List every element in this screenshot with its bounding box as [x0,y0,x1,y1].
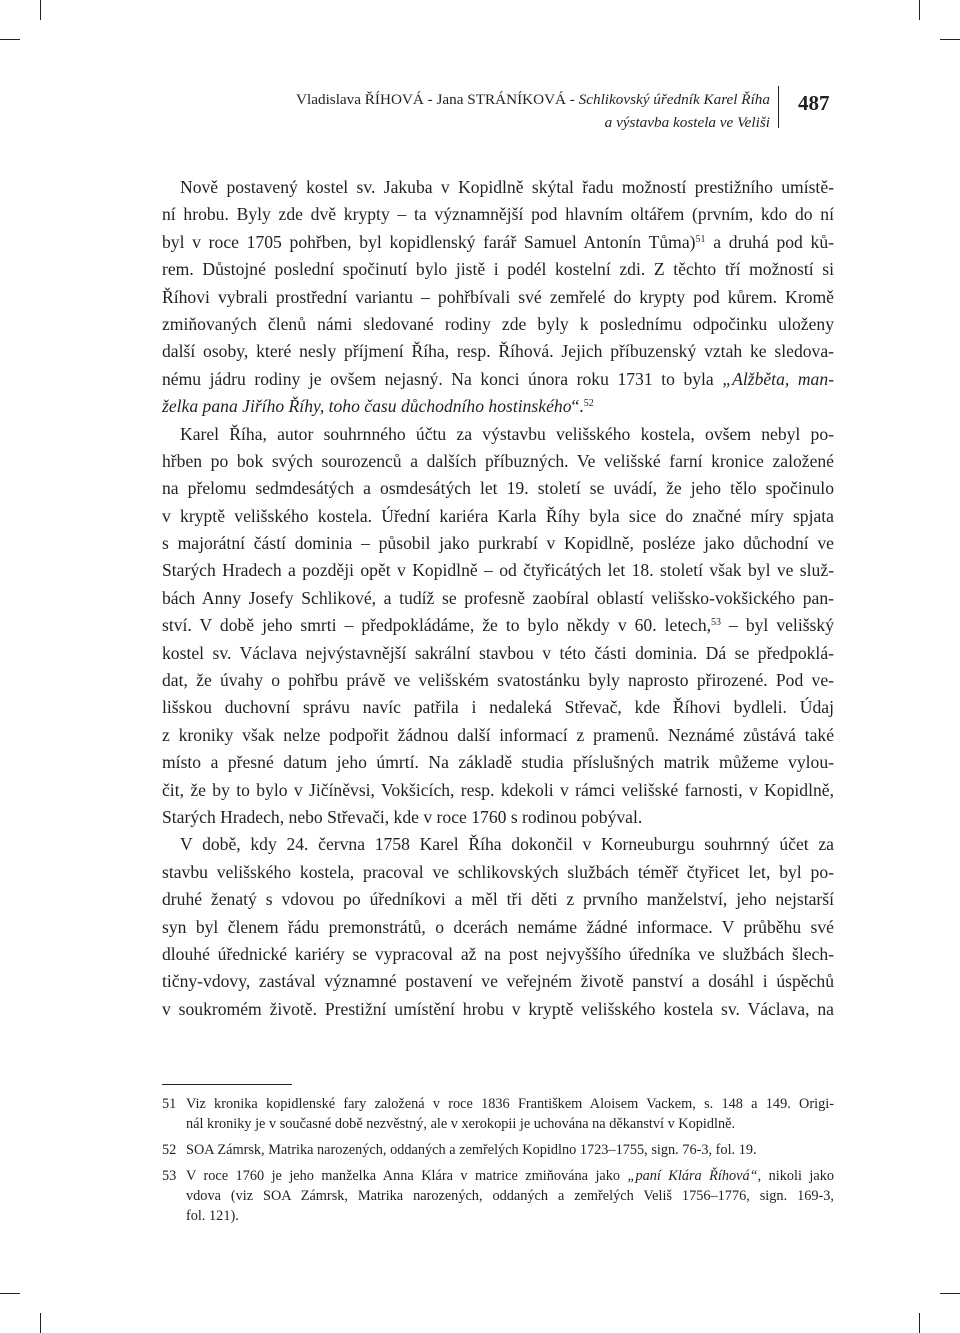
running-header [180,88,770,134]
footnote-separator [162,1084,292,1085]
text-line: druhé ženatý s vdovou po úředníkovi a měl tři děti z prvního manželství, jeho nejstarší [162,889,834,910]
text-line: lišskou duchovní správu navíc patřila i nedaleká Střevač, kde Říhovi bydleli. Údaj [162,697,834,718]
quote-text: „paní Klára Říhová“ [627,1168,758,1184]
crop-mark [40,0,41,20]
text-line: Starých Hradech, nebo Střevači, kde v roce 1760 s rodinou pobýval. [162,806,643,827]
footnote-line: vdova (viz SOA Zámrsk, Matrika narozených, oddaných a zemřelých Veliš 1756–1776, sign. 169-3, [186,1188,834,1204]
text-line: bách Anny Josefy Schlikové, a tudíž se profesně zaobíral oblastí velišsko-vokšického pan- [162,587,834,608]
text-line: na přelomu sedmdesátých a osmdesátých let 19. století se uvádí, že jeho tělo spočinulo [162,478,834,499]
header-authors: Vladislava ŘÍHOVÁ - Jana STRÁNÍKOVÁ - [296,91,575,108]
text-line: ství. V době jeho smrti – předpokládáme, že to bylo někdy v 60. letech,$^{53}$ – byl velišský [162,615,834,636]
text-line: čit, že by to bylo v Jičíněvsi, Vokšicích, resp. kdekoli v rámci velišské farnosti, v Kopidlně, [162,779,834,800]
text-line: ní hrobu. Byly zde dvě krypty – ta významnější pod hlavním oltářem (prvním, kdo do ní [162,204,834,225]
text-line: stavbu velišského kostela, pracoval ve schlikovských službách téměř čtyřicet let, byl po- [162,861,834,882]
text-line: zmiňovaných členů námi sledované rodiny zde byly k poslednímu odpočinku uloženy [162,313,834,334]
text-line: Říhovi vybrali prostřední variantu – pohřbívali své zemřelé do krypty pod kůrem. Kromě [162,286,834,307]
quote-text: „Alžběta, man- [722,368,834,389]
header-divider [778,86,779,128]
text-line: místo a přesné datum jeho úmrtí. Na základě studia příslušných matrik můžeme vylou- [162,752,834,773]
body-text [162,174,834,1023]
footnote-ref-51[interactable]: 51 [695,233,706,245]
footnote-51 [162,1094,834,1134]
crop-mark [940,1293,960,1294]
footnote-line: V roce 1760 je jeho manželka Anna Klára v matrice zmiňována jako „paní Klára Říhová“, nikoli jako [186,1168,834,1184]
footnote-line: SOA Zámrsk, Matrika narozených, oddaných a zemřelých Kopidlno 1723–1755, sign. 76-3, fol. 19. [186,1142,757,1158]
text-line: s majorátní částí dominia – působil jako purkrabí v Kopidlně, posléze jako důchodní ve [162,533,834,554]
crop-mark [0,39,20,40]
text-line: z kroniky však nelze podpořit žádnou další informací z pramenů. Neznámé zůstává také [162,724,834,745]
text-line: další osoby, které nesly příjmení Říha, resp. Říhová. Jejich příbuzenský vztah ke sledova- [162,341,834,362]
footnote-ref-53[interactable]: 53 [711,617,722,629]
footnotes [162,1094,834,1232]
crop-mark [40,1313,41,1333]
text-line: v kryptě velišského kostela. Úřední kariéra Karla Říhy byla sice do značné míry spjata [162,505,834,526]
footnote-line: nál kroniky je v současné době nezvěstný, ale v xerokopii je uchována na děkanství v Kopidlně. [186,1116,736,1132]
footnote-line: fol. 121). [186,1208,239,1224]
header-title-line1: Schlikovský úředník Karel Říha [578,91,770,108]
text-line: byl v roce 1705 pohřben, byl kopidlenský farář Samuel Antonín Tůma)$^{51}$ a druhá pod ků- [162,231,834,252]
crop-mark [0,1293,20,1294]
text-line: Starých Hradech a později opět v Kopidlně – od čtyřicátých let 18. století však byl ve služ- [162,560,834,581]
text-line: dat, že úvahy o pohřbu právě ve velišském svatostánku byly naprosto přirozené. Pod ve- [162,670,834,691]
header-title-line2: a výstavba kostela ve Veliši [604,114,770,131]
text-line: želka pana Jiřího Říhy, toho času důchodního hostinského“.$^{52}$ [162,396,594,417]
text-line: V době, kdy 24. června 1758 Karel Říha dokončil v Korneuburgu souhrnný účet za [180,834,834,855]
footnote-53 [162,1166,834,1226]
footnote-ref-52[interactable]: 52 [583,398,594,410]
text-line: v soukromém životě. Prestižní umístění hrobu v kryptě velišského kostela sv. Václava, na [162,998,834,1019]
page-number: 487 [798,91,830,115]
text-line: Karel Říha, autor souhrnného účtu za výstavbu velišského kostela, ovšem nebyl po- [180,423,834,444]
footnote-number: 51 [162,1096,177,1112]
crop-mark [940,39,960,40]
footnote-number: 52 [162,1142,177,1158]
text-line: kostel sv. Václava nejvýstavnější sakrální stavbou v této části dominia. Dá se předpoklá- [162,642,834,663]
text-line: tičny-vdovy, zastával významné postavení ve veřejném životě panství a dosáhl i úspěchů [162,971,834,992]
text-line: nému jádru rodiny je ovšem nejasný. Na konci února roku 1731 to byla „Alžběta, man- [162,368,834,389]
crop-mark [919,0,920,20]
quote-text: želka pana Jiřího Říhy, toho času důchodního hostinského [162,396,572,417]
text-line: rem. Důstojné poslední spočinutí bylo jistě i podél kostelní zdi. Z těchto tří možností si [162,259,834,280]
text-line: syn byl členem řádu premonstrátů, o dcerách nemáme žádné informace. V průběhu své [162,916,834,937]
crop-mark [919,1313,920,1333]
footnote-52 [162,1140,834,1160]
text-line: dlouhé úřednické kariéry se vypracoval až na post nejvyššího úředníka ve službách šlech- [162,943,834,964]
footnote-line: Viz kronika kopidlenské fary založená v roce 1836 Františkem Aloisem Vackem, s. 148 a 149. Origi- [186,1096,834,1112]
footnote-number: 53 [162,1168,177,1184]
text-line: Nově postavený kostel sv. Jakuba v Kopidlně skýtal řadu možností prestižního umístě- [180,177,834,197]
text-line: hřben po bok svých sourozenců a dalších příbuzných. Ve velišské farní kronice založené [162,450,834,471]
